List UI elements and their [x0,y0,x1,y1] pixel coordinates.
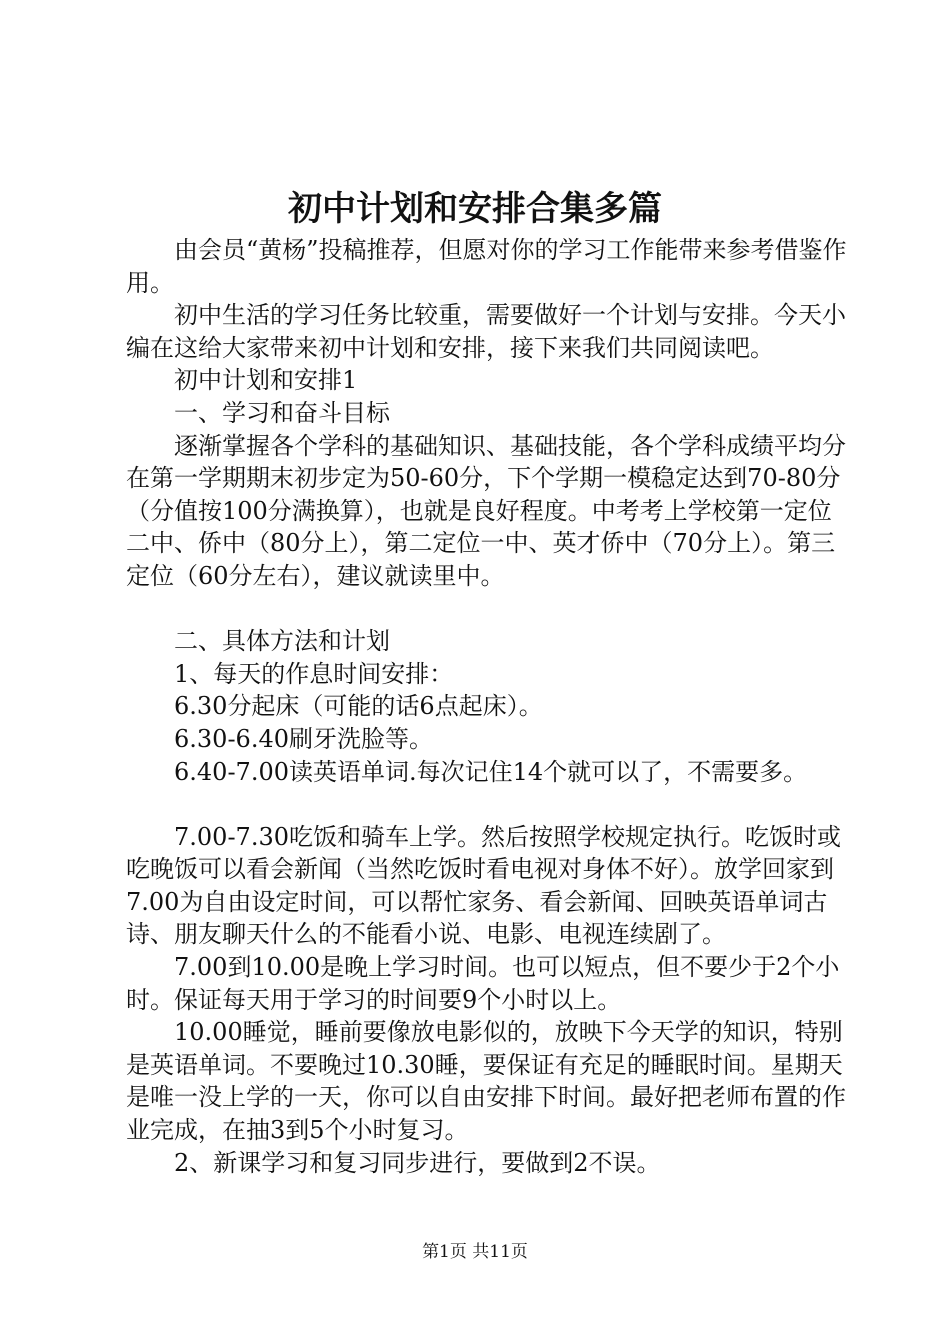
paragraph: 6.40-7.00读英语单词.每次记住14个就可以了，不需要多。 [174,757,808,786]
paragraph: 10.00睡觉，睡前要像放电影似的，放映下今天学的知识，特别是英语单词。不要晚过10.30睡，要保证有充足的睡眠时间。星期天是唯一没上学的一天，你可以自由安排下时间。最好把老师布置的作业完成，在抽3到5个小时复习。 [126,1018,846,1145]
page-footer: 第1页 共11页 [422,1242,528,1262]
section-heading: 一、学习和奋斗目标 [174,398,390,427]
paragraph: 1、每天的作息时间安排： [174,659,454,688]
paragraph: 7.00-7.30吃饭和骑车上学。然后按照学校规定执行。吃饭时或吃晚饭可以看会新闻（当然吃饭时看电视对身体不好）。放学回家到7.00为自由设定时间，可以帮忙家务、看会新闻、回映英语单词古诗、朋友聊天什么的不能看小说、电影、电视连续剧了。 [126,822,841,949]
paragraph: 6.30-6.40刷牙洗脸等。 [174,724,433,753]
document-title: 初中计划和安排合集多篇 [288,189,662,229]
paragraph: 初中生活的学习任务比较重，需要做好一个计划与安排。今天小编在这给大家带来初中计划和安排，接下来我们共同阅读吧。 [126,301,846,362]
document-body [126,234,848,1179]
section-heading: 初中计划和安排1 [174,366,358,395]
section-heading: 二、具体方法和计划 [174,627,390,656]
paragraph: 2、新课学习和复习同步进行，要做到2不误。 [174,1148,661,1177]
paragraph: 6.30分起床（可能的话6点起床）。 [174,692,543,721]
paragraph: 由会员“黄杨”投稿推荐，但愿对你的学习工作能带来参考借鉴作用。 [126,236,847,297]
paragraph: 逐渐掌握各个学科的基础知识、基础技能，各个学科成绩平均分在第一学期期末初步定为50-60分，下个学期一模稳定达到70-80分（分值按100分满换算），也就是良好程度。中考考上学校第一定位二中、侨中（80分上），第二定位一中、英才侨中（70分上）。第三定位（60分左右），建议就读里中。 [126,431,846,590]
paragraph: 7.00到10.00是晚上学习时间。也可以短点，但不要少于2个小时。保证每天用于学习的时间要9个小时以上。 [126,953,840,1014]
